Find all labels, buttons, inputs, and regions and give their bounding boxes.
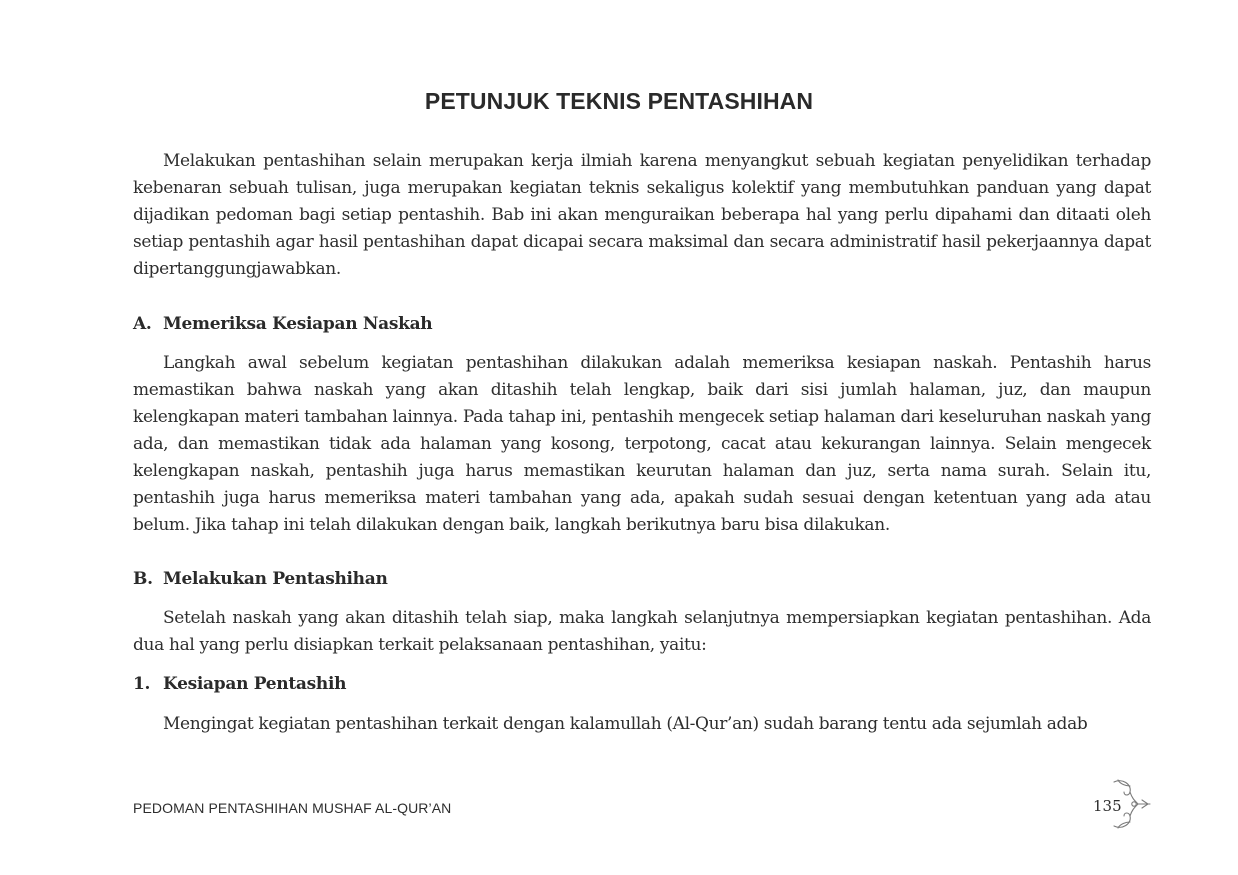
- intro-paragraph: Melakukan pentashihan selain merupakan kerja ilmiah karena menyangkut sebuah kegiatan penyelidikan terhadap kebenaran sebuah tulisan, juga merupakan kegiatan teknis sekaligus kolektif yang membutuhkan panduan yang dapat dijadikan pedoman bagi setiap pentashih. Bab ini akan menguraikan beberapa hal yang perlu dipahami dan ditaati oleh setiap pentashih agar hasil pentashihan dapat dicapai secara maksimal dan secara administratif hasil pekerjaannya dapat dipertanggungjawabkan.: [133, 151, 1151, 279]
- section-heading-text: Memeriksa Kesiapan Naskah: [163, 314, 433, 334]
- section-marker: B.: [133, 569, 153, 589]
- section-b-paragraph: Setelah naskah yang akan ditashih telah siap, maka langkah selanjutnya mempersiapkan kegiatan pentashihan. Ada dua hal yang perlu disiapkan terkait pelaksanaan pentashihan, yaitu:: [133, 608, 1151, 655]
- subsection-paragraph: Mengingat kegiatan pentashihan terkait dengan kalamullah (Al-Qur’an) sudah barang tentu ada sejumlah adab: [163, 714, 1088, 734]
- page-ornament-icon: [1108, 776, 1152, 832]
- subsection-marker: 1.: [133, 674, 151, 694]
- section-a-body-block: [133, 350, 1151, 539]
- section-heading-a: [133, 314, 1151, 334]
- section-heading-text: Melakukan Pentashihan: [163, 569, 388, 589]
- subsection-heading-1: [133, 674, 1151, 694]
- section-a-paragraph: Langkah awal sebelum kegiatan pentashihan dilakukan adalah memeriksa kesiapan naskah. Pentashih harus memastikan bahwa naskah yang akan ditashih telah lengkap, baik dari sisi jumlah halaman, juz, dan maupun kelengkapan materi tambahan lainnya. Pada tahap ini, pentashih mengecek setiap halaman dari keseluruhan naskah yang ada, dan memastikan tidak ada halaman yang kosong, terpotong, cacat atau kekurangan lainnya. Selain mengecek kelengkapan naskah, pentashih juga harus memastikan keurutan halaman dan juz, serta nama surah. Selain itu, pentashih juga harus memeriksa materi tambahan yang ada, apakah sudah sesuai dengan ketentuan yang ada atau belum. Jika tahap ini telah dilakukan dengan baik, langkah berikutnya baru bisa dilakukan.: [133, 353, 1151, 535]
- subsection-heading-text: Kesiapan Pentashih: [163, 674, 347, 694]
- section-b-body-block: [133, 605, 1151, 659]
- intro-paragraph-block: [133, 148, 1151, 283]
- page-title: PETUNJUK TEKNIS PENTASHIHAN: [424, 88, 814, 114]
- subsection-body-block: [133, 711, 1151, 738]
- section-heading-b: [133, 569, 1151, 589]
- section-marker: A.: [133, 314, 152, 334]
- footer-book-title: PEDOMAN PENTASHIHAN MUSHAF AL-QUR’AN: [133, 800, 452, 816]
- page-number: 135: [1093, 797, 1122, 815]
